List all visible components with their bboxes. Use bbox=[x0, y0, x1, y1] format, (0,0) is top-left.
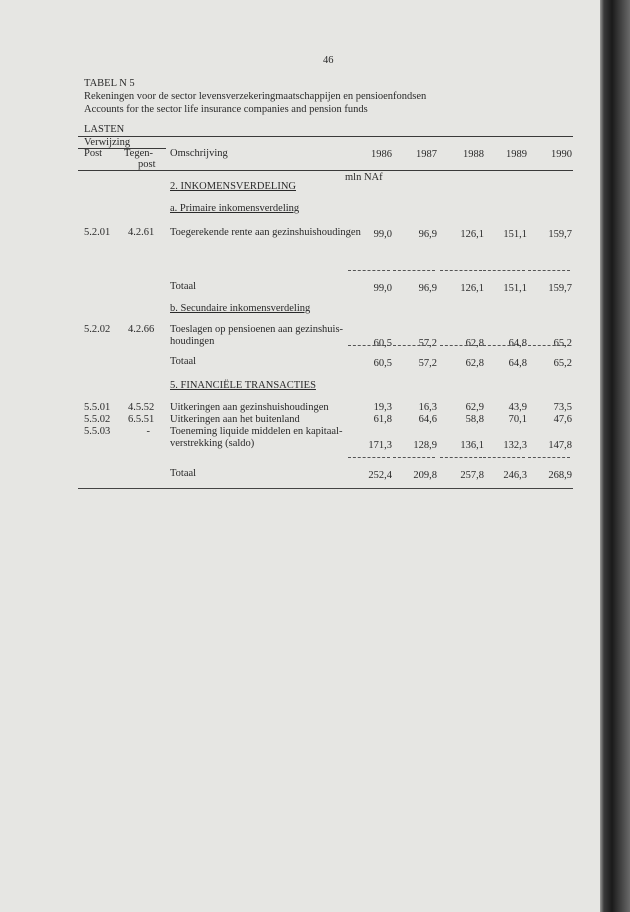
row-value: 171,3 bbox=[368, 440, 392, 451]
header-year: 1986 bbox=[371, 149, 392, 160]
total-value: 268,9 bbox=[548, 470, 572, 481]
row-value: 19,3 bbox=[373, 402, 392, 413]
row-value: 43,9 bbox=[508, 402, 527, 413]
row-value: 62,8 bbox=[465, 338, 484, 349]
tegenpost-code: 4.2.61 bbox=[128, 227, 155, 238]
header-verwijzing: Verwijzing bbox=[84, 137, 131, 148]
total-value: 57,2 bbox=[418, 358, 437, 369]
total-value: 159,7 bbox=[548, 283, 572, 294]
row-description: Uitkeringen aan het buitenland bbox=[170, 414, 300, 425]
title-english: Accounts for the sector life insurance companies and pension funds bbox=[84, 104, 368, 115]
total-label: Totaal bbox=[170, 356, 197, 367]
row-value: 62,9 bbox=[465, 402, 484, 413]
total-value: 209,8 bbox=[413, 470, 437, 481]
post-code: 5.5.01 bbox=[84, 402, 111, 413]
header-year: 1990 bbox=[551, 149, 572, 160]
row-value: 64,8 bbox=[508, 338, 527, 349]
row-description: Toeslagen op pensioenen aan gezinshuis- bbox=[170, 324, 344, 335]
header-omschrijving: Omschrijving bbox=[170, 148, 228, 159]
subtotal-dash-rule bbox=[440, 457, 482, 458]
header-year: 1988 bbox=[463, 149, 484, 160]
row-value: 64,6 bbox=[418, 414, 437, 425]
total-value: 246,3 bbox=[503, 470, 527, 481]
subtotal-dash-rule bbox=[528, 457, 570, 458]
total-value: 64,8 bbox=[508, 358, 527, 369]
subtotal-dash-rule bbox=[528, 345, 570, 346]
total-value: 257,8 bbox=[460, 470, 484, 481]
post-code: 5.5.03 bbox=[84, 426, 111, 437]
row-value: 126,1 bbox=[460, 229, 484, 240]
page-number: 46 bbox=[323, 55, 334, 66]
subtotal-dash-rule bbox=[393, 270, 435, 271]
unit-label: mln NAf bbox=[345, 172, 383, 183]
section-heading: 5. FINANCIËLE TRANSACTIES bbox=[170, 380, 316, 391]
row-value: 136,1 bbox=[460, 440, 484, 451]
row-description: verstrekking (saldo) bbox=[170, 438, 255, 449]
total-value: 151,1 bbox=[503, 283, 527, 294]
section-heading: a. Primaire inkomensverdeling bbox=[170, 203, 300, 214]
header-year: 1989 bbox=[506, 149, 527, 160]
header-rule-top bbox=[78, 136, 573, 137]
subtotal-dash-rule bbox=[348, 457, 390, 458]
header-tegenpost-1: Tegen- bbox=[124, 148, 153, 159]
row-value: 16,3 bbox=[418, 402, 437, 413]
tegenpost-code: - bbox=[146, 426, 150, 437]
post-code: 5.5.02 bbox=[84, 414, 111, 425]
section-heading: 2. INKOMENSVERDELING bbox=[170, 181, 296, 192]
row-value: 151,1 bbox=[503, 229, 527, 240]
subtotal-dash-rule bbox=[483, 345, 525, 346]
row-value: 147,8 bbox=[548, 440, 572, 451]
total-label: Totaal bbox=[170, 281, 197, 292]
table-bottom-rule bbox=[78, 488, 573, 489]
subtotal-dash-rule bbox=[393, 457, 435, 458]
row-value: 159,7 bbox=[548, 229, 572, 240]
row-value: 73,5 bbox=[553, 402, 572, 413]
section-heading: b. Secundaire inkomensverdeling bbox=[170, 303, 311, 314]
row-value: 65,2 bbox=[553, 338, 572, 349]
row-value: 61,8 bbox=[373, 414, 392, 425]
total-value: 99,0 bbox=[373, 283, 392, 294]
subtotal-dash-rule bbox=[348, 270, 390, 271]
subtotal-dash-rule bbox=[348, 345, 390, 346]
total-label: Totaal bbox=[170, 468, 197, 479]
total-value: 96,9 bbox=[418, 283, 437, 294]
row-value: 132,3 bbox=[503, 440, 527, 451]
row-value: 60,5 bbox=[373, 338, 392, 349]
subtotal-dash-rule bbox=[440, 270, 482, 271]
total-value: 252,4 bbox=[368, 470, 392, 481]
row-description: Uitkeringen aan gezinshuishoudingen bbox=[170, 402, 329, 413]
row-value: 96,9 bbox=[418, 229, 437, 240]
post-code: 5.2.02 bbox=[84, 324, 111, 335]
row-value: 99,0 bbox=[373, 229, 392, 240]
tegenpost-code: 6.5.51 bbox=[128, 414, 155, 425]
table-id: TABEL N 5 bbox=[84, 78, 135, 89]
total-value: 60,5 bbox=[373, 358, 392, 369]
header-rule-bottom bbox=[78, 170, 573, 171]
subtotal-dash-rule bbox=[440, 345, 482, 346]
subtotal-dash-rule bbox=[528, 270, 570, 271]
row-value: 70,1 bbox=[508, 414, 527, 425]
post-code: 5.2.01 bbox=[84, 227, 111, 238]
subtotal-dash-rule bbox=[483, 270, 525, 271]
total-value: 62,8 bbox=[465, 358, 484, 369]
row-value: 57,2 bbox=[418, 338, 437, 349]
header-post: Post bbox=[84, 148, 103, 159]
tegenpost-code: 4.2.66 bbox=[128, 324, 155, 335]
scan-page-edge bbox=[600, 0, 630, 912]
total-value: 65,2 bbox=[553, 358, 572, 369]
row-description: Toegerekende rente aan gezinshuishoudingen bbox=[170, 227, 361, 238]
row-value: 47,6 bbox=[553, 414, 572, 425]
section-label: LASTEN bbox=[84, 124, 125, 135]
subtotal-dash-rule bbox=[483, 457, 525, 458]
header-year: 1987 bbox=[416, 149, 437, 160]
header-tegenpost-2: post bbox=[138, 159, 156, 170]
tegenpost-code: 4.5.52 bbox=[128, 402, 155, 413]
row-value: 58,8 bbox=[465, 414, 484, 425]
title-dutch: Rekeningen voor de sector levensverzekeringmaatschappijen en pensioenfondsen bbox=[84, 91, 427, 102]
row-description: houdingen bbox=[170, 336, 215, 347]
row-description: Toeneming liquide middelen en kapitaal- bbox=[170, 426, 343, 437]
total-value: 126,1 bbox=[460, 283, 484, 294]
subtotal-dash-rule bbox=[393, 345, 435, 346]
row-value: 128,9 bbox=[413, 440, 437, 451]
